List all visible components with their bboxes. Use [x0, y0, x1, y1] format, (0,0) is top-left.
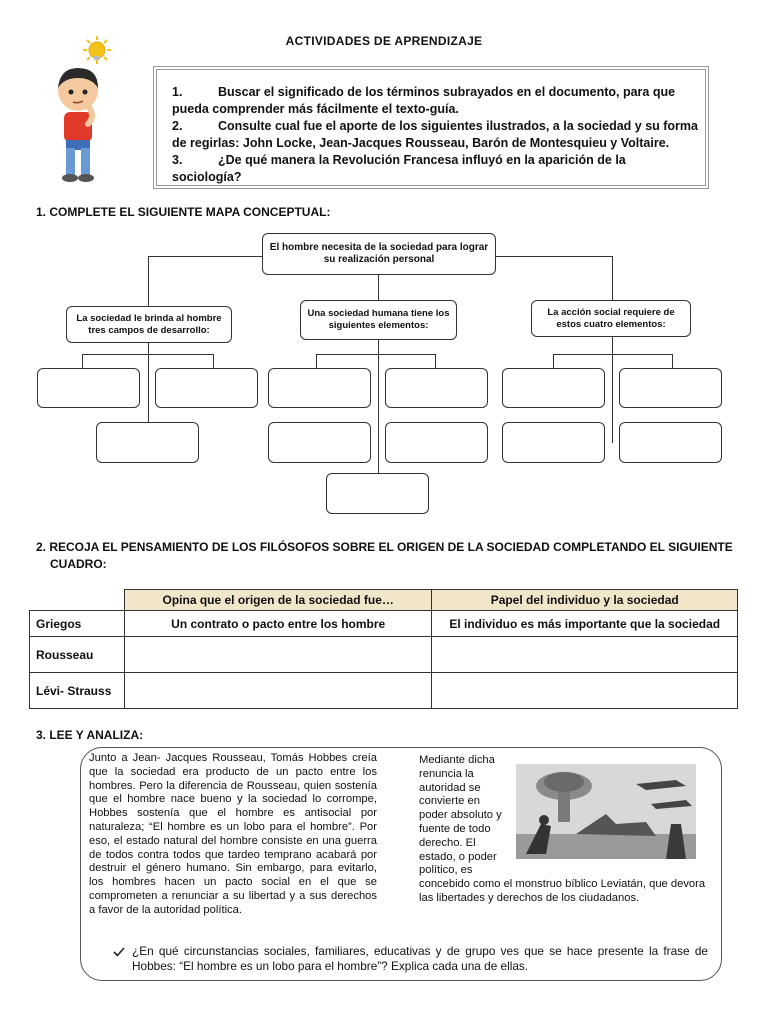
table-cell[interactable]: El individuo es más importante que la sociedad: [432, 611, 738, 637]
reading-right-text: Mediante dicha renuncia la autoridad se convierte en poder absoluto y fuente de todo derecho. El estado, o poder político, es: [419, 754, 502, 877]
concept-map-root: El hombre necesita de la sociedad para lograr su realización personal: [262, 233, 496, 275]
answer-box[interactable]: [502, 368, 605, 408]
table-cell[interactable]: [432, 673, 738, 709]
column-header: Opina que el origen de la sociedad fue…: [124, 590, 432, 611]
checkmark-icon: [113, 946, 125, 958]
instruction-item: 3. ¿De qué manera la Revolución Francesa influyó en la aparición de la sociología?: [172, 153, 626, 184]
instructions-list: [172, 84, 698, 186]
table-cell[interactable]: [124, 637, 432, 673]
answer-box[interactable]: [619, 422, 722, 463]
row-label: Rousseau: [30, 637, 125, 673]
column-header: Papel del individuo y la sociedad: [432, 590, 738, 611]
instruction-item: 1. Buscar el significado de los términos subrayados en el documento, para que pueda comprender más fácilmente el texto-guía.: [172, 85, 676, 116]
table-row: [30, 673, 738, 709]
table-header-row: [30, 590, 738, 611]
answer-box[interactable]: [385, 368, 488, 408]
concept-branch-2: Una sociedad humana tiene los siguientes elementos:: [300, 300, 457, 340]
table-row: [30, 611, 738, 637]
page-title: ACTIVIDADES DE APRENDIZAJE: [285, 34, 483, 48]
answer-box[interactable]: [96, 422, 199, 463]
reading-left-text: Junto a Jean- Jacques Rousseau, Tomás Hobbes creía que la sociedad era producto de un pacto entre los hombres. Pero la diferencia de Rousseau, quien sostenía que el hombre nace bueno y la sociedad lo corrompe, Hobbes sostenía que el hombre es antisocial por naturaleza; “El hombre es un lobo para el hombre”. Por eso, el estado natural del hombre consiste en una guerra de todos contra todos que tardeo temprano acabará por destruir el género humano. Sin embargo, para evitarlo, los hombres hacen un pacto social en el que se comprometen a renunciar a su libertad y a sus derechos a favor de la autoridad política.: [89, 752, 377, 916]
answer-box[interactable]: [619, 368, 722, 408]
answer-box[interactable]: [326, 473, 429, 514]
reflection-question: ¿En qué circunstancias sociales, familiares, educativas y de grupo ves que se hace presente la frase de Hobbes: “El hombre es un lobo para el hombre”? Explica cada una de ellas.: [132, 944, 708, 973]
row-label: Lévi- Strauss: [30, 673, 125, 709]
answer-box[interactable]: [37, 368, 140, 408]
section2-heading: 2. RECOJA EL PENSAMIENTO DE LOS FILÓSOFOS SOBRE EL ORIGEN DE LA SOCIEDAD COMPLETANDO EL SIGUIENTE CUADRO:: [36, 540, 733, 571]
instruction-item: 2. Consulte cual fue el aporte de los siguientes ilustrados, a la sociedad y su forma de regirlas: John Locke, Jean-Jacques Rousseau, Barón de Montesquieu y Voltaire.: [172, 119, 698, 150]
philosophers-table: [29, 589, 738, 709]
answer-box[interactable]: [268, 422, 371, 463]
table-cell[interactable]: [432, 637, 738, 673]
answer-box[interactable]: [268, 368, 371, 408]
row-label: Griegos: [30, 611, 125, 637]
table-cell[interactable]: [124, 673, 432, 709]
thinking-boy-icon: [48, 64, 108, 184]
answer-box[interactable]: [155, 368, 258, 408]
table-row: [30, 637, 738, 673]
section1-heading: 1. COMPLETE EL SIGUIENTE MAPA CONCEPTUAL:: [36, 205, 331, 219]
answer-box[interactable]: [502, 422, 605, 463]
table-cell[interactable]: Un contrato o pacto entre los hombre: [124, 611, 432, 637]
concept-branch-1: La sociedad le brinda al hombre tres campos de desarrollo:: [66, 306, 232, 343]
war-collage-image: [516, 764, 696, 859]
reading-right-text-continued: concebido como el monstruo bíblico Leviatán, que devora las libertades y derechos de los ciudadanos.: [419, 878, 706, 904]
section3-heading: 3. LEE Y ANALIZA:: [36, 728, 144, 742]
answer-box[interactable]: [385, 422, 488, 463]
concept-branch-3: La acción social requiere de estos cuatro elementos:: [531, 300, 691, 337]
